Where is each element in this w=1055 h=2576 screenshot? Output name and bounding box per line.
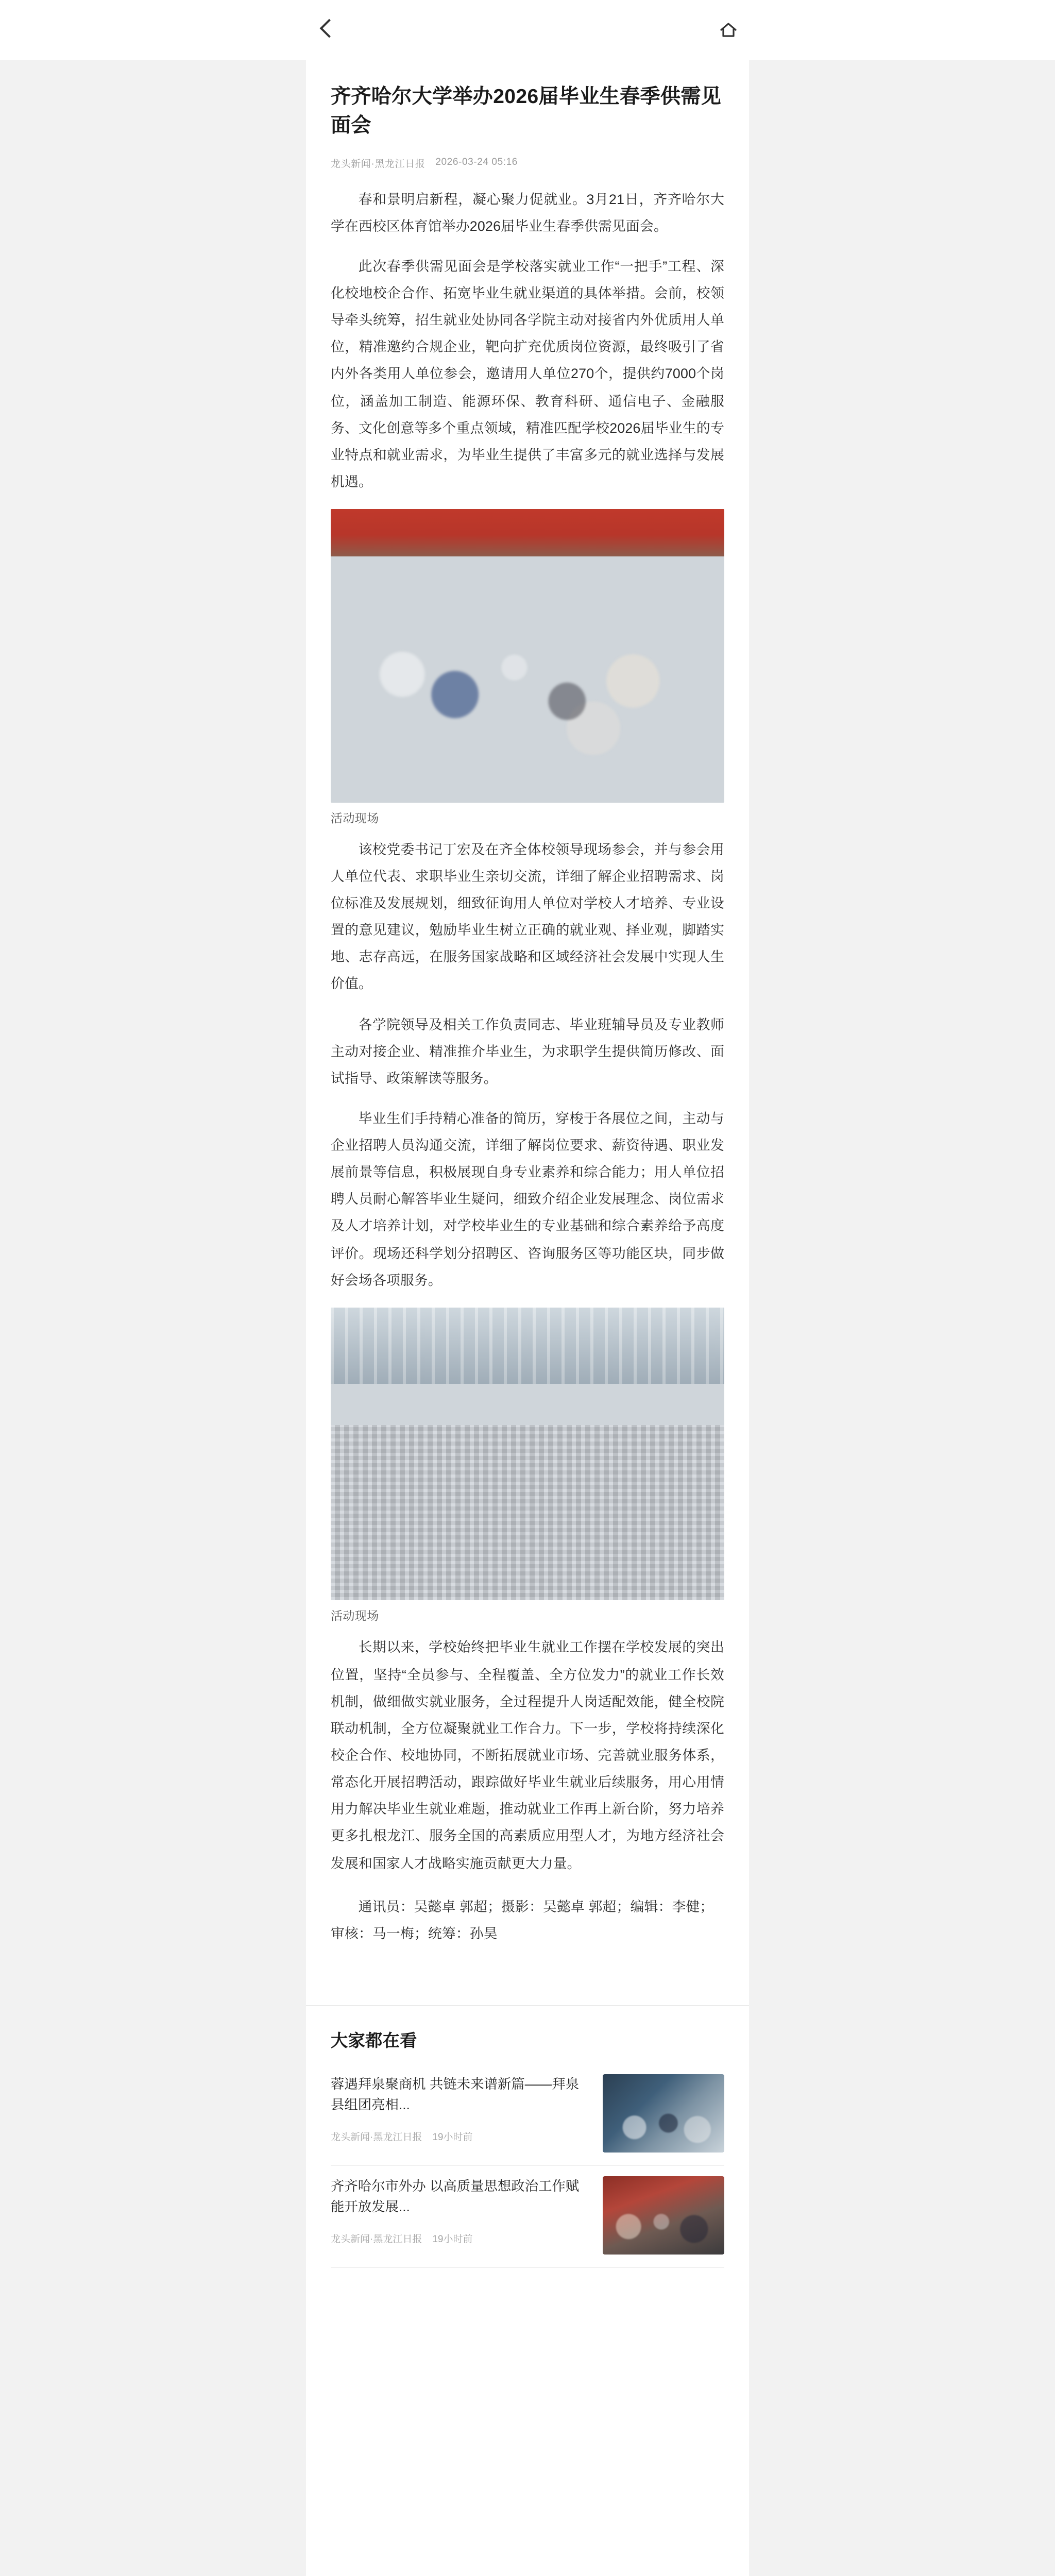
- page-title: 齐齐哈尔大学举办2026届毕业生春季供需见面会: [331, 86, 722, 138]
- related-item-meta: [331, 2231, 590, 2245]
- related-item-thumbnail[interactable]: [603, 2074, 724, 2153]
- list-item[interactable]: [331, 2064, 724, 2166]
- related-item-time: 19小时前: [432, 2233, 473, 2245]
- related-section-title: 大家都在看: [331, 2032, 417, 2051]
- related-item-time: 19小时前: [432, 2131, 473, 2143]
- related-item-source: 龙头新闻·黑龙江日报: [331, 2131, 422, 2143]
- list-item[interactable]: [331, 2166, 724, 2268]
- gymnasium-wide-view-photo: [331, 1308, 724, 1601]
- article-paragraph: 毕业生们手持精心准备的简历，穿梭于各展位之间，主动与企业招聘人员沟通交流，详细了解岗位要求、薪资待遇、职业发展前景等信息，积极展现自身专业素养和综合能力；用人单位招聘人员耐心解答毕业生疑问，细致介绍企业发展理念、岗位需求及人才培养计划，对学校毕业生的专业基础和综合素养给予高度评价。现场还科学划分招聘区、咨询服务区等功能区块，同步做好会场各项服务。: [331, 1110, 724, 1288]
- article-paragraph: 各学院领导及相关工作负责同志、毕业班辅导员及专业教师主动对接企业、精准推介毕业生，为求职学生提供简历修改、面试指导、政策解读等服务。: [331, 1016, 724, 1086]
- related-articles-section: [306, 2006, 749, 2299]
- article-figure: [331, 509, 724, 826]
- article-meta: [331, 155, 724, 170]
- figure-caption: 活动现场: [331, 1611, 379, 1623]
- home-icon[interactable]: [715, 16, 742, 43]
- article-timestamp: 2026-03-24 05:16: [435, 157, 518, 168]
- back-chevron-icon[interactable]: [313, 16, 340, 43]
- job-fair-booths-photo: [331, 509, 724, 802]
- article-credits: 通讯员：吴懿卓 郭超；摄影：吴懿卓 郭超；编辑：李健；审核：马一梅；统筹：孙昊: [331, 1899, 714, 1941]
- article-paragraph: 该校党委书记丁宏及在齐全体校领导现场参会，并与参会用人单位代表、求职毕业生亲切交流，详细了解企业招聘需求、岗位标准及发展规划，细致征询用人单位对学校人才培养、专业设置的意见建议，勉励毕业生树立正确的就业观、择业观，脚踏实地、志存高远，在服务国家战略和区域经济社会发展中实现人生价值。: [331, 841, 724, 992]
- article-paragraph: 此次春季供需见面会是学校落实就业工作“一把手”工程、深化校地校企合作、拓宽毕业生就业渠道的具体举措。会前，校领导牵头统筹，招生就业处协同各学院主动对接省内外优质用人单位，精准邀约合规企业，靶向扩充优质岗位资源，最终吸引了省内外各类用人单位参会，邀请用人单位270个，提供约7000个岗位，涵盖加工制造、能源环保、教育科研、通信电子、金融服务、文化创意等多个重点领域，精准匹配学校2026届毕业生的专业特点和就业需求，为毕业生提供了丰富多元的就业选择与发展机遇。: [331, 258, 724, 489]
- related-item-meta: [331, 2129, 590, 2143]
- related-item-thumbnail[interactable]: [603, 2176, 724, 2255]
- top-navigation-bar: [0, 0, 1055, 60]
- article-body: [306, 60, 749, 1947]
- related-item-title: 蓉遇拜泉聚商机 共链未来谱新篇——拜泉县组团亮相...: [331, 2076, 580, 2113]
- article-sheet: [306, 60, 749, 2576]
- related-item-source: 龙头新闻·黑龙江日报: [331, 2233, 422, 2245]
- article-figure: [331, 1308, 724, 1624]
- article-source: 龙头新闻·黑龙江日报: [331, 158, 426, 170]
- related-item-title: 齐齐哈尔市外办 以高质量思想政治工作赋能开放发展...: [331, 2178, 580, 2215]
- figure-caption: 活动现场: [331, 812, 379, 825]
- article-paragraph: 春和景明启新程，凝心聚力促就业。3月21日，齐齐哈尔大学在西校区体育馆举办2026届毕业生春季供需见面会。: [331, 191, 724, 234]
- article-paragraph: 长期以来，学校始终把毕业生就业工作摆在学校发展的突出位置，坚持“全员参与、全程覆盖、全方位发力”的就业工作长效机制，做细做实就业服务，全过程提升人岗适配效能，健全校院联动机制，全方位凝聚就业工作合力。下一步，学校将持续深化校企合作、校地协同，不断拓展就业市场、完善就业服务体系，常态化开展招聘活动，跟踪做好毕业生就业后续服务，用心用情用力解决毕业生就业难题，推动就业工作再上新台阶，努力培养更多扎根龙江、服务全国的高素质应用型人才，为地方经济社会发展和国家人才战略实施贡献更大力量。: [331, 1639, 724, 1871]
